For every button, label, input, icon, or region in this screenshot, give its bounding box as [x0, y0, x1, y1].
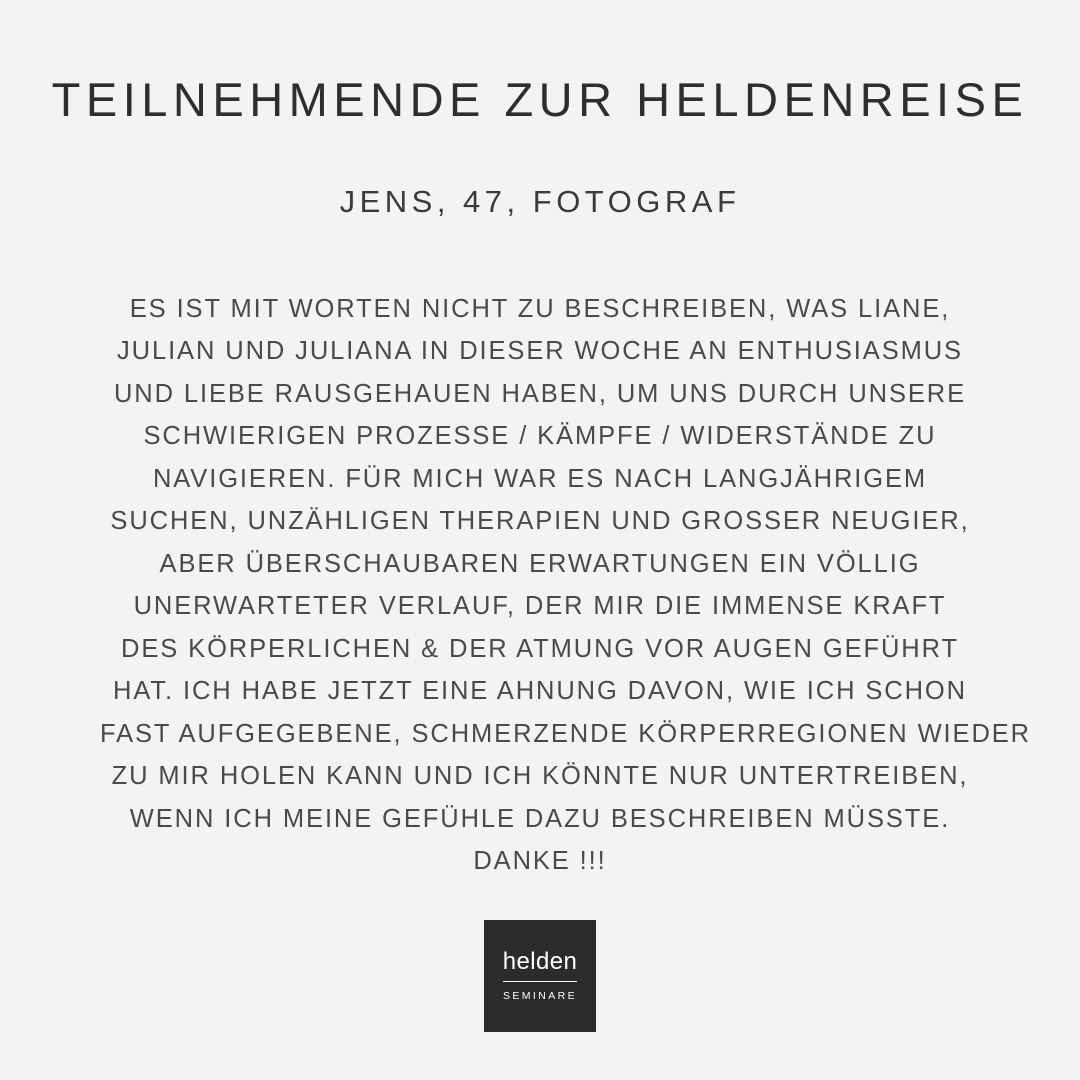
testimonial-line: ABER ÜBERSCHAUBAREN ERWARTUNGEN EIN VÖLLIG	[159, 549, 921, 578]
testimonial-line: JULIAN UND JULIANA IN DIESER WOCHE AN ENTHUSIASMUS	[117, 337, 963, 366]
testimonial-line: ZU MIR HOLEN KANN UND ICH KÖNNTE NUR UNTERTREIBEN,	[111, 762, 969, 791]
testimonial-line: UNERWARTETER VERLAUF, DER MIR DIE IMMENSE KRAFT	[133, 592, 947, 621]
logo-container	[0, 920, 1080, 1032]
participant-subtitle: JENS, 47, FOTOGRAF	[339, 183, 741, 219]
testimonial-text	[100, 288, 1031, 883]
testimonial-line: DANKE !!!	[473, 847, 607, 876]
helden-seminare-logo	[484, 920, 596, 1032]
testimonial-line: HAT. ICH HABE JETZT EINE AHNUNG DAVON, WIE ICH SCHON	[113, 677, 967, 706]
testimonial-line: NAVIGIEREN. FÜR MICH WAR ES NACH LANGJÄHRIGEM	[152, 464, 928, 493]
testimonial-line: SUCHEN, UNZÄHLIGEN THERAPIEN UND GROSSER NEUGIER,	[110, 507, 970, 536]
testimonial-line: DES KÖRPERLICHEN & DER ATMUNG VOR AUGEN GEFÜHRT	[121, 634, 959, 663]
testimonial-line: ES IST MIT WORTEN NICHT ZU BESCHREIBEN, WAS LIANE,	[129, 294, 951, 323]
logo-wordmark: helden	[503, 950, 577, 982]
testimonial-line: SCHWIERIGEN PROZESSE / KÄMPFE / WIDERSTÄNDE ZU	[143, 422, 937, 451]
logo-tagline: SEMINARE	[502, 990, 578, 1002]
testimonial-line: FAST AUFGEGEBENE, SCHMERZENDE KÖRPERREGIONEN WIEDER	[100, 719, 1031, 748]
testimonial-line: WENN ICH MEINE GEFÜHLE DAZU BESCHREIBEN MÜSSTE.	[129, 804, 951, 833]
page-title: TEILNEHMENDE ZUR HELDENREISE	[51, 73, 1029, 126]
testimonial-line: UND LIEBE RAUSGEHAUEN HABEN, UM UNS DURCH UNSERE	[113, 379, 967, 408]
